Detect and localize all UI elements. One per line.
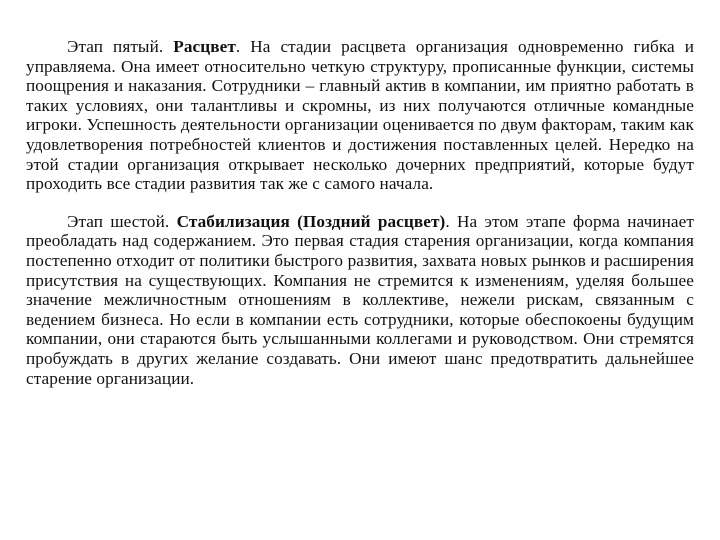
- stage-term: Расцвет: [173, 37, 236, 56]
- paragraph-body: . На стадии расцвета организация одновременно гибка и управляема. Она имеет относительно четкую структуру, прописанные функции, системы поощрения и наказания. Сотрудники – главный актив в компании, им приятно работать в таких условиях, они талантливы и скромны, из них получаются отличные командные игроки. Успешность деятельности организации оценивается по двум факторам, таким как удовлетворения потребностей клиентов и достижения поставленных целей. Нередко на этой стадии организация открывает несколько дочерних предприятий, которые будут проходить все стадии развития так же с самого начала.: [26, 37, 695, 194]
- paragraph-lead: Этап шестой.: [67, 211, 177, 231]
- paragraph-body: . На этом этапе форма начинает преобладать над содержанием. Это первая стадия старения организации, когда компания постепенно отходит от политики быстрого развития, захвата новых рынков и расширения присутствия на существующих. Компания не стремится к изменениям, уделяя большее значение межличностным отношениям в коллективе, нежели рискам, связанным с ведением бизнеса. Но если в компании есть сотрудники, которые обеспокоены будущим компании, они стараются быть услышанными коллегами и руководством. Они стремятся пробуждать в других желание создавать. Они имеют шанс предотвратить дальнейшее старение организации.: [26, 211, 694, 388]
- paragraph-lead: Этап пятый.: [67, 37, 174, 56]
- stage-term: Стабилизация (Поздний расцвет): [176, 211, 446, 231]
- document-page: [26, 37, 694, 388]
- paragraph-stage-five: [26, 37, 694, 194]
- paragraph-stage-six: [26, 212, 694, 388]
